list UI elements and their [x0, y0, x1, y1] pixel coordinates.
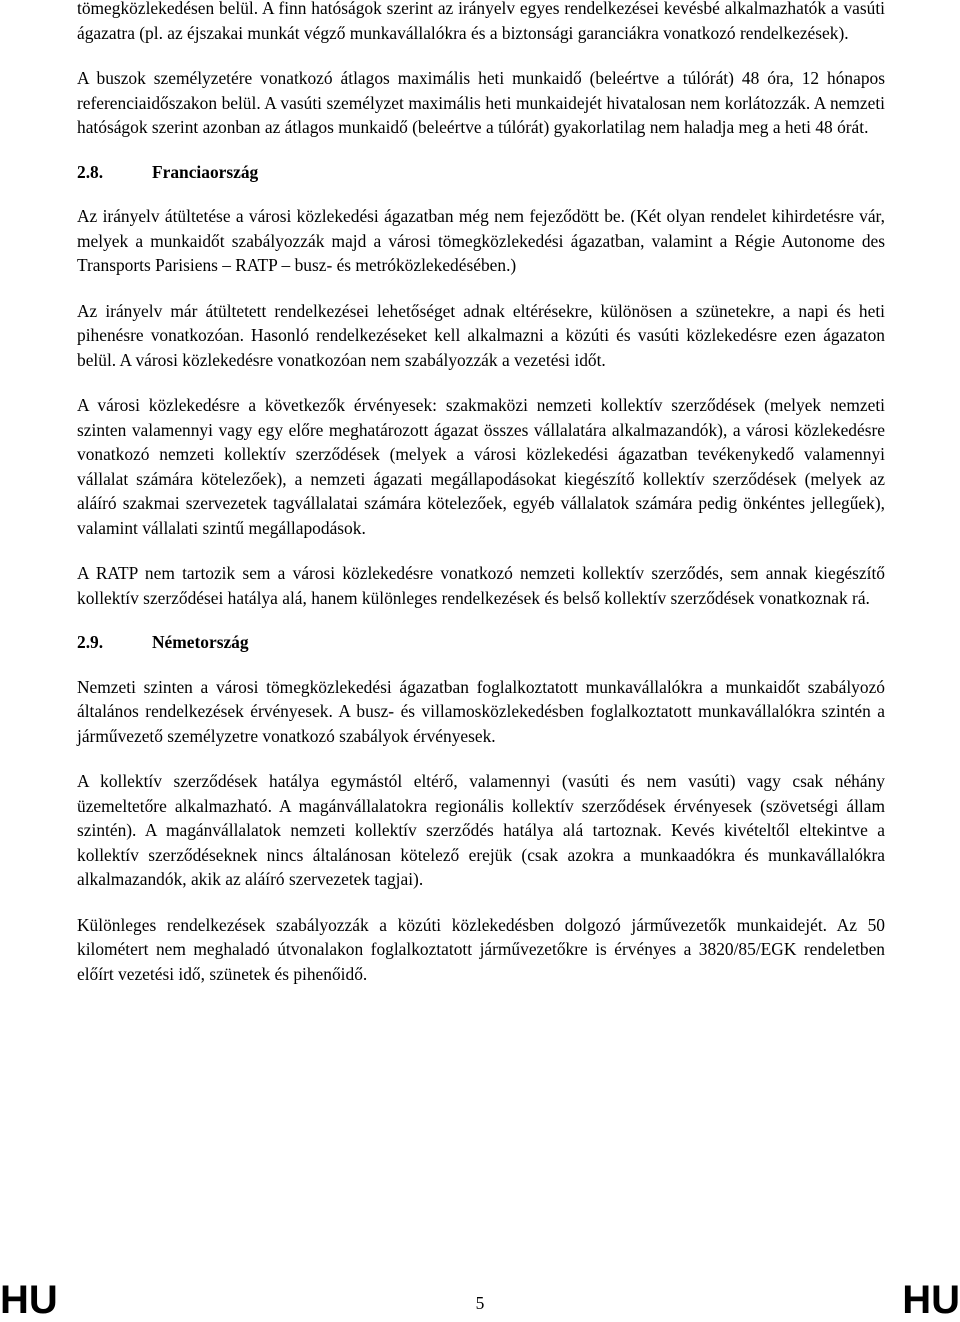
paragraph-finland-continued: tömegközlekedésen belül. A finn hatóságok szerint az irányelv egyes rendelkezései kevésbé alkalmazhatók a vasúti ágazatra (pl. az éjszakai munkát végző munkavállalókra és a biztonsági garanciákra vonatkozó rendelkezések).: [77, 0, 885, 43]
language-code-right: HU: [902, 1278, 960, 1322]
language-code-left: HU: [0, 1278, 58, 1322]
page-number: 5: [475, 1293, 485, 1313]
paragraph-germany-special: Különleges rendelkezések szabályozzák a közúti közlekedésben dolgozó járművezetők munkaidejét. Az 50 kilométert nem meghaladó útvonalakon foglalkoztatott járművezetőkre is érvényes a 3820/85/EGK rendeletben előírt vezetési idő, szünetek és pihenőidő.: [77, 914, 885, 984]
section-title: Franciaország: [152, 161, 259, 182]
section-heading-france: [77, 160, 885, 185]
paragraph-france-derogations: Az irányelv már átültetett rendelkezései lehetőséget adnak eltérésekre, különösen a szünetekre, a napi és heti pihenésre vonatkozóan. Hasonló rendelkezéseket kell alkalmazni a közúti és vasúti közlekedésre ezen ágazaton belül. A városi közlekedésre vonatkozóan nem szabályozzák a vezetési időt.: [77, 300, 885, 370]
section-number: 2.9.: [77, 632, 104, 652]
paragraph-germany-general: Nemzeti szinten a városi tömegközlekedési ágazatban foglalkoztatott munkavállalókra a munkaidőt szabályozó általános rendelkezések érvényesek. A busz- és villamosközlekedésben foglalkoztatott munkavállalókra szintén a járművezető személyzetre vonatkozó szabályok érvényesek.: [77, 676, 885, 746]
paragraph-france-ratp: A RATP nem tartozik sem a városi közlekedésre vonatkozó nemzeti kollektív szerződés, sem annak kiegészítő kollektív szerződései hatálya alá, hanem különleges rendelkezések és belső kollektív szerződések vonatkoznak rá.: [77, 563, 885, 608]
paragraph-france-transposition: Az irányelv átültetése a városi közlekedési ágazatban még nem fejeződött be. (Két olyan rendelet kihirdetésre vár, melyek a munkaidőt szabályozzák majd a városi tömegközlekedési ágazatban, valamint a Régie Autonome des Transports Parisiens – RATP – busz- és metróközlekedésében.): [77, 206, 885, 275]
page-footer: [0, 1280, 960, 1320]
section-number: 2.8.: [77, 161, 104, 182]
document-page: [77, 0, 885, 986]
section-heading-germany: [77, 630, 885, 655]
paragraph-germany-collective: A kollektív szerződések hatálya egymástól eltérő, valamennyi (vasúti és nem vasúti) vagy csak néhány üzemeltetőre alkalmazható. A magánvállalatokra regionális kollektív szerződések érvényesek (szövetségi állam szintén). A magánvállalatok nemzeti kollektív szerződés hatálya alá tartoznak. Kevés kivételtől eltekintve a kollektív szerződéseknek nincs általánosan kötelező erejük (csak azokra a munkaadókra és munkavállalókra alkalmazandók, akik az aláíró szervezetek tagjai).: [77, 771, 885, 889]
section-title: Németország: [152, 632, 249, 652]
paragraph-france-agreements: A városi közlekedésre a következők érvényesek: szakmaközi nemzeti kollektív szerződések (melyek nemzeti szinten valamennyi vagy egy előre meghatározott ágazat összes vállalatára alkalmazandók), a városi közlekedésre vonatkozó nemzeti kollektív szerződések (melyek a városi közlekedési ágazatban tevékenykedő valamennyi vállalat számára kötelezőek), a nemzeti ágazati megállapodásokat kiegészítő kollektív szerződések (melyek az aláíró szakmai szervezetek tagvállalatai számára kötelezőek, egyéb vállalatok számára pedig önkéntes jellegűek), valamint vállalati szintű megállapodások.: [77, 395, 885, 538]
paragraph-bus-working-time: A buszok személyzetére vonatkozó átlagos maximális heti munkaidő (beleértve a túlórát) 48 óra, 12 hónapos referenciaidőszakon belül. A vasúti személyzet maximális heti munkaidejét hivatalosan nem korlátozzák. A nemzeti hatóságok szerint azonban az átlagos munkaidő (beleértve a túlórát) gyakorlatilag nem haladja meg a heti 48 órát.: [77, 68, 885, 137]
